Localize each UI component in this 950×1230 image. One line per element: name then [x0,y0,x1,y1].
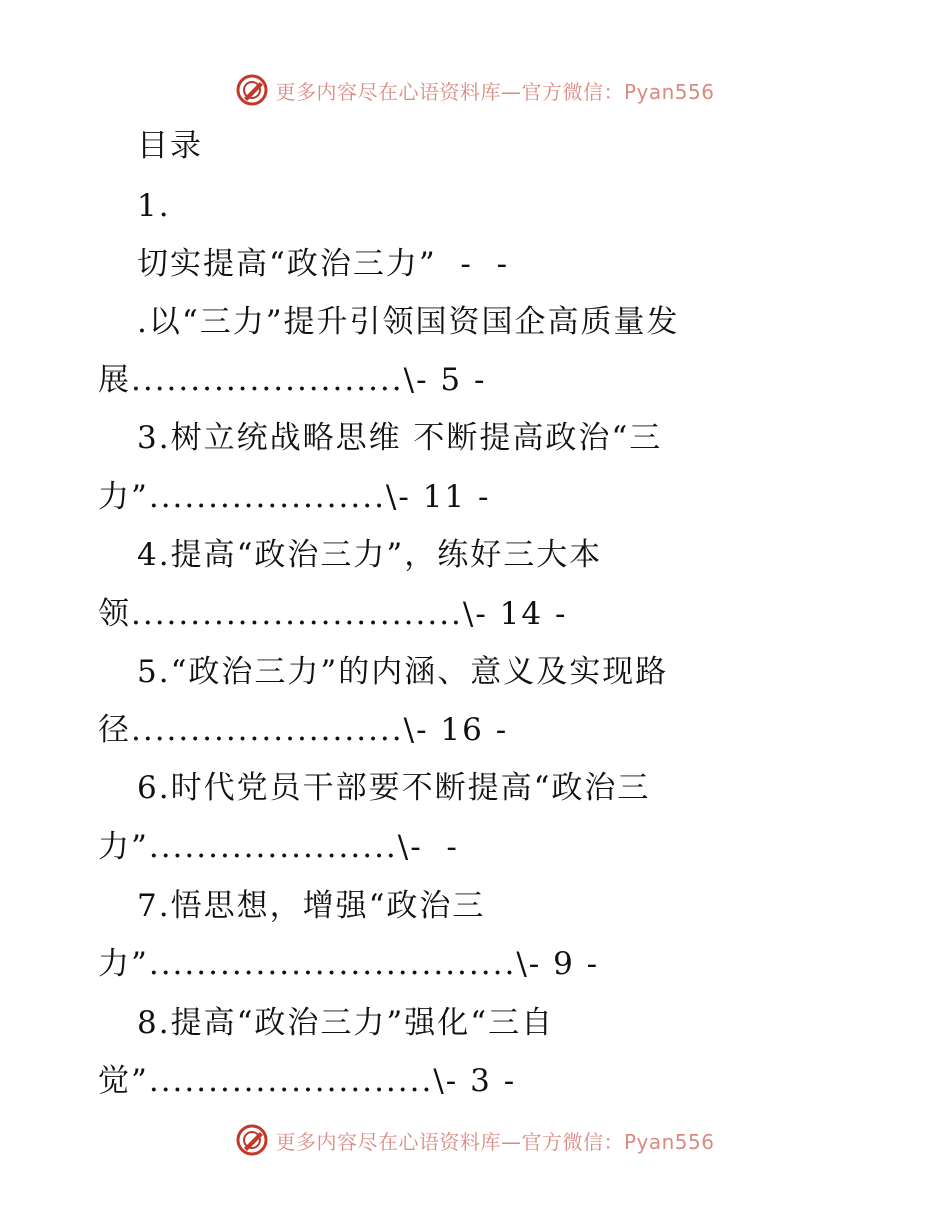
header-watermark [0,70,950,110]
toc-line: 觉”........................\- 3 - [98,1063,517,1099]
toc-line: 4.提高“政治三力”，练好三大本 [137,537,603,573]
toc-line: 力”...............................\- 9 - [98,946,600,982]
toc-line: 力”....................\- 11 - [98,479,491,515]
footer-watermark [0,1120,950,1160]
toc-line: .以“三力”提升引领国资国企高质量发 [137,304,680,340]
toc-line: 展.......................\- 5 - [98,362,487,398]
toc-line: 领............................\- 14 - [98,596,568,632]
toc-line: 切实提高“政治三力” - - [137,246,510,282]
toc-line: 力”.....................\- - [98,829,459,865]
pen-circle-logo-icon [235,1123,269,1157]
watermark-text: 更多内容尽在心语资料库—官方微信：Pyan556 [275,1129,715,1154]
toc-line: 1. [137,188,171,224]
toc-title: 目录 [137,128,203,164]
toc-line: 5.“政治三力”的内涵、意义及实现路 [137,654,669,690]
toc-line: 7.悟思想，增强“政治三 [137,888,486,924]
watermark-text: 更多内容尽在心语资料库—官方微信：Pyan556 [275,79,715,104]
toc-line: 8.提高“政治三力”强化“三自 [137,1005,555,1041]
toc-line: 3.树立统战略思维 不断提高政治“三 [137,420,663,456]
toc-line: 6.时代党员干部要不断提高“政治三 [137,770,651,806]
pen-circle-logo-icon [235,73,269,107]
toc-line: 径.......................\- 16 - [98,712,509,748]
